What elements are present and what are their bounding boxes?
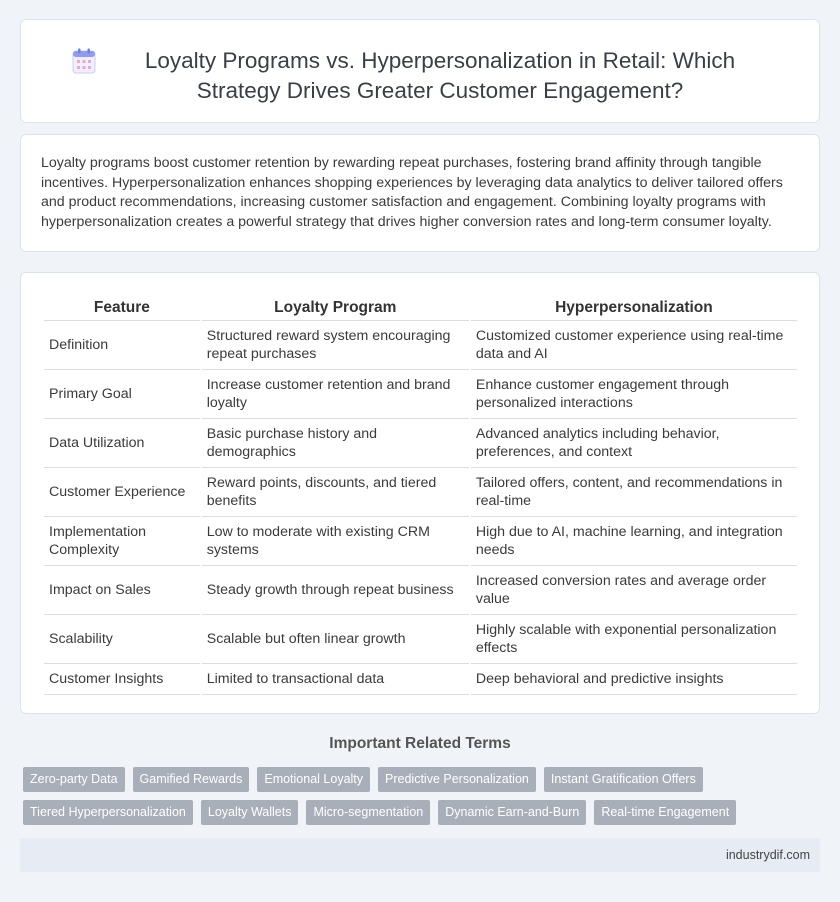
hyper-cell: Increased conversion rates and average order value	[471, 566, 797, 615]
page-title: Loyalty Programs vs. Hyperpersonalization in Retail: Which Strategy Drives Greater Customer Engagement?	[144, 48, 736, 103]
feature-cell: Definition	[44, 321, 200, 370]
header-hyperpersonalization: Hyperpersonalization	[471, 294, 797, 321]
feature-cell: Customer Experience	[44, 468, 200, 517]
table-row	[44, 468, 797, 517]
hyper-cell: Highly scalable with exponential personalization effects	[471, 615, 797, 664]
footer-site-link[interactable]: industrydif.com	[725, 848, 810, 862]
feature-cell: Primary Goal	[44, 370, 200, 419]
term-tag[interactable]: Instant Gratification Offers	[544, 767, 703, 792]
loyalty-cell: Steady growth through repeat business	[202, 566, 469, 615]
hyper-cell: High due to AI, machine learning, and integration needs	[471, 517, 797, 566]
loyalty-cell: Scalable but often linear growth	[202, 615, 469, 664]
term-tag[interactable]: Zero-party Data	[23, 767, 125, 792]
feature-cell: Scalability	[44, 615, 200, 664]
comparison-card	[20, 272, 820, 714]
loyalty-cell: Increase customer retention and brand loyalty	[202, 370, 469, 419]
related-terms-list	[23, 767, 823, 825]
header-feature: Feature	[44, 294, 200, 321]
intro-paragraph: Loyalty programs boost customer retention by rewarding repeat purchases, fostering brand affinity through tangible incentives. Hyperpersonalization enhances shopping experiences by leveraging data analytics to deliver tailored offers and product recommendations, increasing customer satisfaction and engagement. Combining loyalty programs with hyperpersonalization creates a powerful strategy that drives higher conversion rates and long-term consumer loyalty.	[41, 155, 783, 230]
loyalty-cell: Structured reward system encouraging repeat purchases	[202, 321, 469, 370]
comparison-table	[42, 294, 799, 695]
term-tag[interactable]: Emotional Loyalty	[257, 767, 370, 792]
calendar-icon	[71, 47, 97, 75]
intro-card	[20, 134, 820, 252]
header-loyalty-program: Loyalty Program	[202, 294, 469, 321]
hyper-cell: Tailored offers, content, and recommendations in real-time	[471, 468, 797, 517]
feature-cell: Implementation Complexity	[44, 517, 200, 566]
table-row	[44, 370, 797, 419]
loyalty-cell: Limited to transactional data	[202, 664, 469, 695]
term-tag[interactable]: Tiered Hyperpersonalization	[23, 800, 193, 825]
feature-cell: Impact on Sales	[44, 566, 200, 615]
title-card	[20, 19, 820, 123]
table-row	[44, 615, 797, 664]
table-row	[44, 419, 797, 468]
loyalty-cell: Basic purchase history and demographics	[202, 419, 469, 468]
table-row	[44, 321, 797, 370]
feature-cell: Customer Insights	[44, 664, 200, 695]
term-tag[interactable]: Gamified Rewards	[133, 767, 250, 792]
loyalty-cell: Reward points, discounts, and tiered benefits	[202, 468, 469, 517]
term-tag[interactable]: Real-time Engagement	[594, 800, 736, 825]
term-tag[interactable]: Dynamic Earn-and-Burn	[438, 800, 586, 825]
table-row	[44, 517, 797, 566]
hyper-cell: Deep behavioral and predictive insights	[471, 664, 797, 695]
table-header-row	[44, 294, 797, 321]
hyper-cell: Enhance customer engagement through personalized interactions	[471, 370, 797, 419]
footer	[20, 838, 820, 872]
loyalty-cell: Low to moderate with existing CRM systems	[202, 517, 469, 566]
term-tag[interactable]: Predictive Personalization	[378, 767, 536, 792]
hyper-cell: Advanced analytics including behavior, preferences, and context	[471, 419, 797, 468]
table-row	[44, 566, 797, 615]
term-tag[interactable]: Loyalty Wallets	[201, 800, 299, 825]
term-tag[interactable]: Micro-segmentation	[306, 800, 430, 825]
hyper-cell: Customized customer experience using real-time data and AI	[471, 321, 797, 370]
feature-cell: Data Utilization	[44, 419, 200, 468]
related-terms-heading: Important Related Terms	[329, 735, 511, 752]
table-row	[44, 664, 797, 695]
